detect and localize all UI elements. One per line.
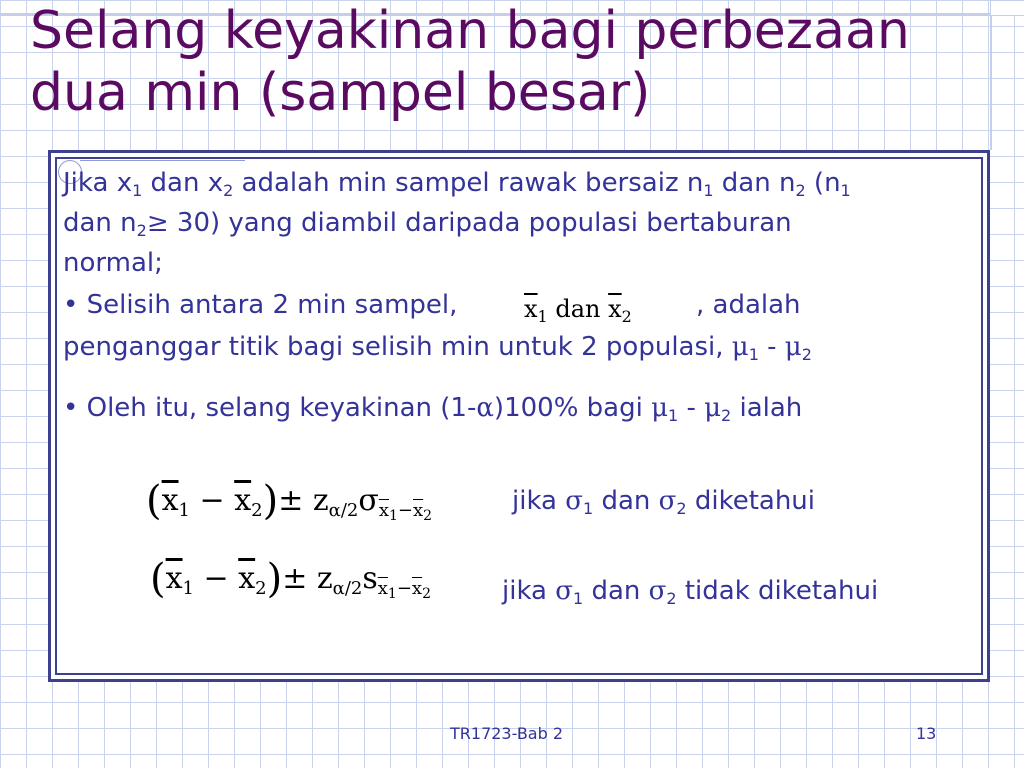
bullet-2-line: • Oleh itu, selang keyakinan (1-α)100% bagi $\mu_1 - \mu_2$ ialah bbox=[63, 393, 803, 425]
slide-title bbox=[30, 0, 910, 124]
para-line-2: dan $n_2\ge 30$) yang diambil daripada populasi bertaburan bbox=[63, 208, 792, 240]
bullet-1-adalah: , adalah bbox=[696, 290, 801, 320]
bullet-1-line-1: • Selisih antara 2 min sampel, bbox=[63, 290, 458, 320]
right-rule bbox=[990, 0, 992, 150]
page-number: 13 bbox=[916, 724, 937, 743]
bullet-1-line-2: penganggar titik bagi selisih min untuk 2 populasi, $\mu_1 - \mu_2$ bbox=[63, 332, 812, 364]
formula-unknown-sigma: $(\overline{x}_1 - \overline{x}_2)\pm z_{\alpha/2}s_{\overline{x}_1-\overline{x}_2}$ bbox=[150, 556, 431, 602]
title-line-2: dua min (sampel besar) bbox=[30, 63, 651, 123]
para-line-1: Jika $x_1$ dan $x_2$ adalah min sampel rawak bersaiz $n_1$ dan $n_2$ ($n_1$ bbox=[63, 168, 851, 200]
xbar-dan-xbar-math: $\overline{x}_1$ dan $\overline{x}_2$ bbox=[524, 295, 632, 326]
bullet-icon: • bbox=[63, 393, 79, 423]
para-line-3: normal; bbox=[63, 248, 163, 278]
formula-2-condition: jika $\sigma_1$ dan $\sigma_2$ tidak diketahui bbox=[502, 576, 879, 608]
decorative-line bbox=[80, 160, 245, 161]
formula-1-condition: jika $\sigma_1$ dan $\sigma_2$ diketahui bbox=[512, 486, 816, 518]
bullet-icon: • bbox=[63, 290, 79, 320]
corner-decoration bbox=[990, 0, 1024, 16]
formula-known-sigma: $(\overline{x}_1 - \overline{x}_2)\pm z_{\alpha/2}\sigma_{\overline{x}_1-\overline{x}_2}$ bbox=[146, 478, 433, 524]
footer-label: TR1723-Bab 2 bbox=[450, 724, 564, 743]
title-line-1: Selang keyakinan bagi perbezaan bbox=[30, 1, 910, 61]
